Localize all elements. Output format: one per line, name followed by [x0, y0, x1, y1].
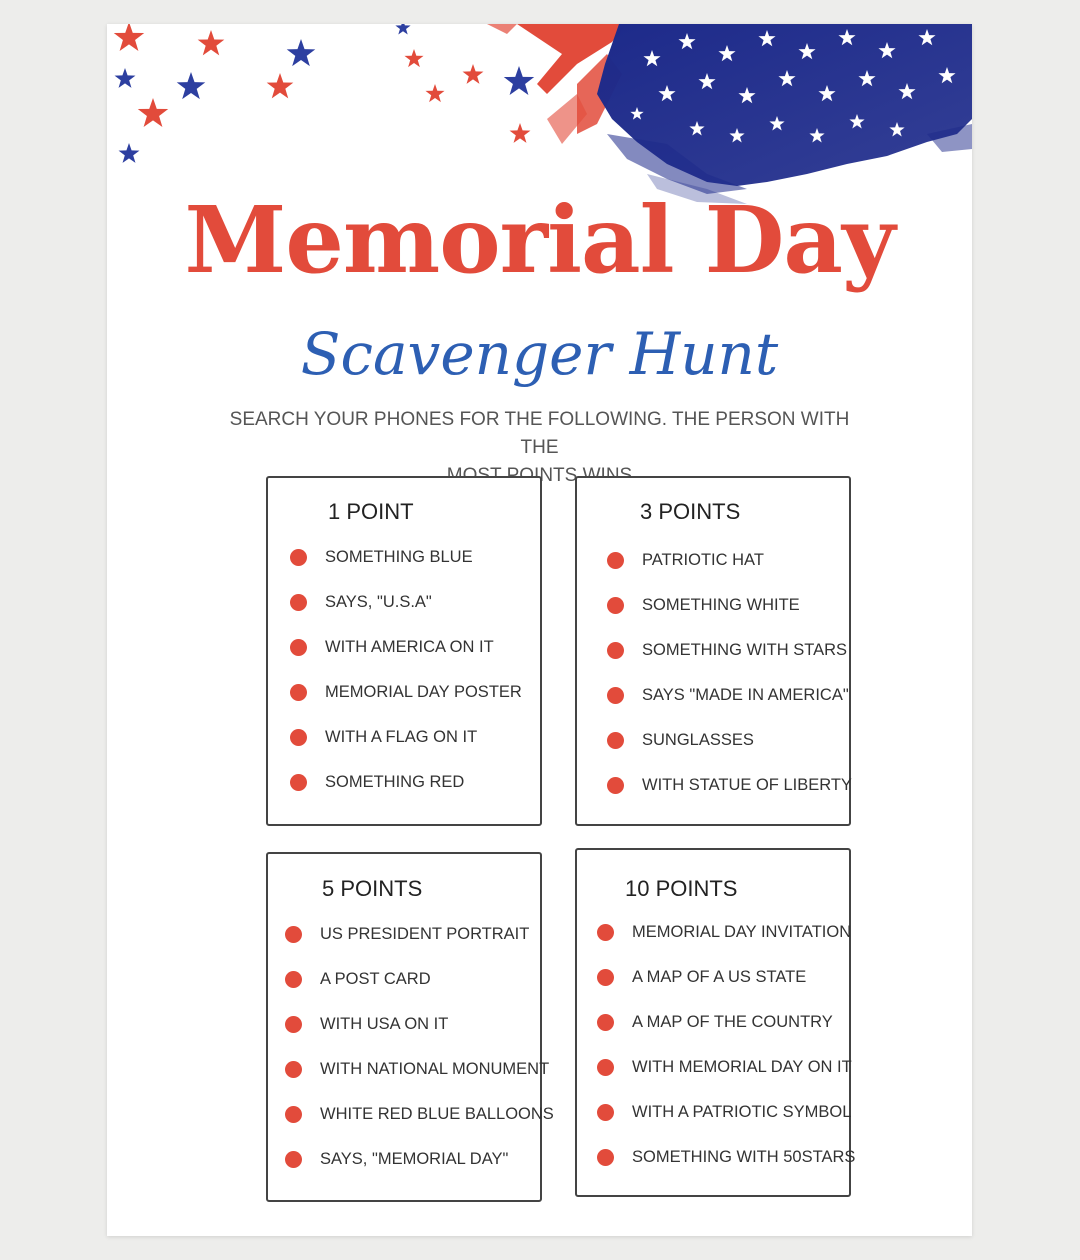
item-label: SUNGLASSES — [642, 731, 754, 749]
item-label: WITH USA ON IT — [320, 1015, 449, 1033]
bullet-icon — [285, 1151, 302, 1168]
box-title: 10 POINTS — [625, 876, 738, 901]
list-item — [597, 1000, 855, 1045]
list-item — [607, 673, 852, 718]
instructions-line-1: SEARCH YOUR PHONES FOR THE FOLLOWING. THE PERSON WITH THE — [229, 409, 850, 458]
item-label: SAYS "MADE IN AMERICA" — [642, 686, 849, 704]
list-item — [290, 760, 522, 805]
box-title: 3 POINTS — [640, 499, 741, 524]
item-label: SOMETHING RED — [325, 773, 465, 791]
list-item — [285, 1137, 554, 1182]
bullet-icon — [597, 1014, 614, 1031]
item-label: SOMETHING WITH STARS — [642, 641, 848, 659]
item-label: SOMETHING WITH 50STARS — [632, 1148, 856, 1166]
bullet-icon — [607, 552, 624, 569]
item-list — [285, 912, 554, 1182]
points-box-1 — [266, 476, 542, 826]
item-label: WITH NATIONAL MONUMENT — [320, 1060, 550, 1078]
item-list — [607, 538, 852, 808]
item-label: A MAP OF A US STATE — [632, 968, 807, 986]
list-item — [290, 625, 522, 670]
item-label: WITH A PATRIOTIC SYMBOL — [632, 1103, 852, 1121]
bullet-icon — [285, 1016, 302, 1033]
points-box-10 — [575, 848, 856, 1197]
list-item — [285, 912, 554, 957]
bullet-icon — [290, 594, 307, 611]
item-label: US PRESIDENT PORTRAIT — [320, 925, 530, 943]
list-item — [285, 1092, 554, 1137]
list-item — [607, 763, 852, 808]
bullet-icon — [607, 732, 624, 749]
list-item — [290, 670, 522, 715]
bullet-icon — [285, 1106, 302, 1123]
list-item — [290, 715, 522, 760]
bullet-icon — [290, 774, 307, 791]
points-box-5 — [266, 852, 554, 1202]
list-item — [285, 1002, 554, 1047]
list-item — [607, 628, 852, 673]
item-label: SAYS, "U.S.A" — [325, 593, 432, 611]
instructions-line-2: POINTS — [506, 465, 578, 486]
bullet-icon — [290, 729, 307, 746]
item-label: PATRIOTIC HAT — [642, 551, 764, 569]
points-box-3 — [575, 476, 851, 826]
list-item — [597, 1090, 855, 1135]
list-item — [607, 538, 852, 583]
list-item — [597, 1135, 855, 1180]
item-list — [597, 910, 855, 1180]
item-label: MEMORIAL DAY POSTER — [325, 683, 522, 701]
box-title: 5 POINTS — [322, 876, 423, 901]
item-label: SOMETHING BLUE — [325, 548, 473, 566]
list-item — [607, 583, 852, 628]
bullet-icon — [607, 597, 624, 614]
item-label: WITH AMERICA ON IT — [325, 638, 494, 656]
box-title: 1 POINT — [328, 499, 414, 524]
list-item — [597, 955, 855, 1000]
item-label: WITH MEMORIAL DAY ON IT — [632, 1058, 852, 1076]
bullet-icon — [290, 684, 307, 701]
bullet-icon — [290, 549, 307, 566]
bullet-icon — [285, 971, 302, 988]
list-item — [290, 535, 522, 580]
bullet-icon — [597, 1059, 614, 1076]
list-item — [285, 957, 554, 1002]
item-label: SAYS, "MEMORIAL DAY" — [320, 1150, 509, 1168]
item-list — [290, 535, 522, 805]
item-label: A POST CARD — [320, 970, 431, 988]
list-item — [285, 1047, 554, 1092]
bullet-icon — [285, 1061, 302, 1078]
bullet-icon — [597, 924, 614, 941]
scavenger-hunt-sheet — [107, 24, 972, 1236]
item-label: WHITE RED BLUE BALLOONS — [320, 1105, 554, 1123]
bullet-icon — [607, 687, 624, 704]
bullet-icon — [597, 969, 614, 986]
bullet-icon — [597, 1104, 614, 1121]
page-title: Memorial Day — [184, 186, 895, 294]
bullet-icon — [607, 642, 624, 659]
page-subtitle: Scavenger Hunt — [300, 320, 779, 388]
item-label: WITH A FLAG ON IT — [325, 728, 478, 746]
item-label: SOMETHING WHITE — [642, 596, 800, 614]
bullet-icon — [607, 777, 624, 794]
list-item — [597, 910, 855, 955]
bullet-icon — [597, 1149, 614, 1166]
bullet-icon — [290, 639, 307, 656]
list-item — [607, 718, 852, 763]
item-label: WITH STATUE OF LIBERTY — [642, 776, 852, 794]
american-flag-brush-icon — [597, 24, 972, 204]
item-label: MEMORIAL DAY INVITATION — [632, 923, 852, 941]
list-item — [597, 1045, 855, 1090]
star-icon — [114, 24, 534, 163]
bullet-icon — [285, 926, 302, 943]
list-item — [290, 580, 522, 625]
item-label: A MAP OF THE COUNTRY — [632, 1013, 833, 1031]
